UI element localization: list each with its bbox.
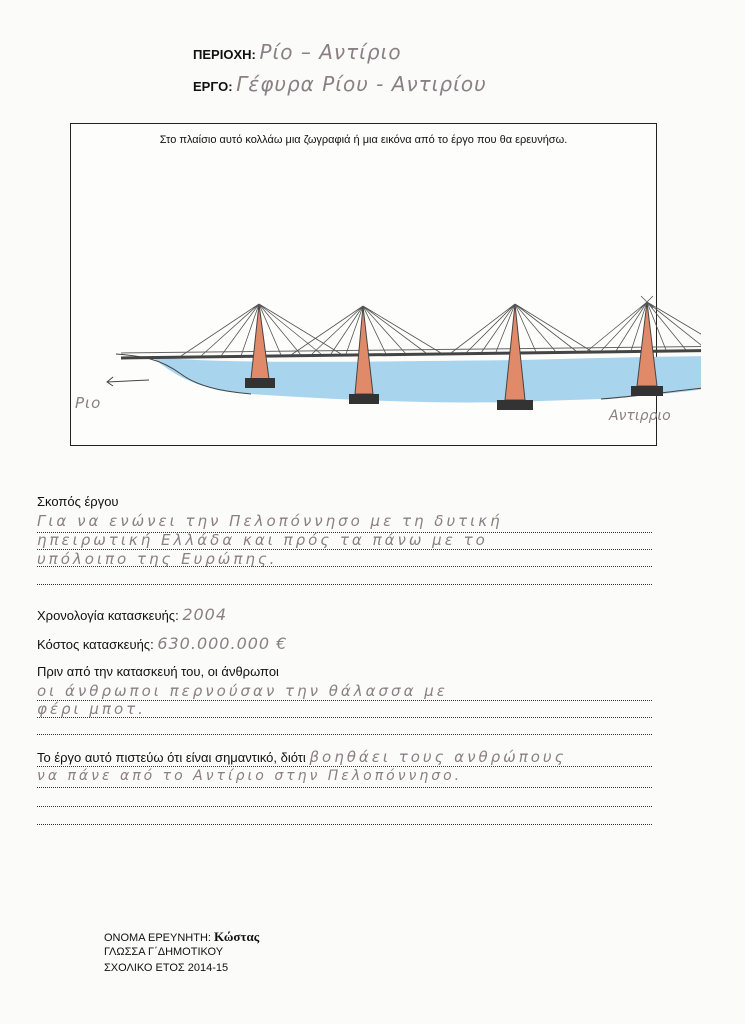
purpose-line-2: ηπειρωτική Ελλάδα και πρός τα πάνω με το — [37, 531, 488, 549]
rio-label: Ριο — [75, 394, 102, 412]
region-label: ΠΕΡΙΟΧΗ: — [193, 47, 256, 62]
antirrio-label: Αντιρριο — [609, 408, 671, 424]
bridge-drawing — [41, 124, 701, 447]
before-line-2: φέρι μποτ. — [37, 700, 146, 718]
researcher-field — [104, 929, 259, 945]
importance-field — [37, 748, 566, 766]
year-value: 2004 — [182, 605, 228, 624]
ruled-line — [37, 787, 652, 788]
ruled-line — [37, 734, 652, 735]
purpose-line-3: υπόλοιπο της Ευρώπης. — [37, 550, 278, 568]
school-year: ΣΧΟΛΙΚΟ ΕΤΟΣ 2014-15 — [104, 962, 229, 974]
before-label: Πριν από την κατασκευή του, οι άνθρωποι — [37, 664, 279, 679]
arrow-left-icon — [107, 377, 149, 386]
cost-value: 630.000.000 € — [157, 634, 288, 653]
researcher-name: Κώστας — [214, 929, 260, 944]
before-line-1: οι άνθρωποι περνούσαν την θάλασσα με — [37, 682, 448, 700]
ruled-line — [37, 824, 652, 825]
importance-line-2: να πάνε από το Αντίριο στην Πελοπόννησο. — [37, 768, 463, 784]
drawing-caption: Στο πλαίσιο αυτό κολλάω μια ζωγραφιά ή μια εικόνα από το έργο που θα ερευνήσω. — [159, 134, 568, 146]
year-label: Χρονολογία κατασκευής: — [37, 608, 179, 623]
importance-line-1: βοηθάει τους ανθρώπους — [309, 748, 567, 766]
purpose-label: Σκοπός έργου — [37, 494, 119, 509]
researcher-label: ΟΝΟΜΑ ΕΡΕΥΝΗΤΗ: — [104, 932, 211, 944]
region-value: Ρίο – Αντίριο — [259, 40, 402, 64]
sea-water — [151, 356, 701, 403]
ruled-line — [37, 566, 652, 567]
drawing-frame — [70, 123, 671, 446]
project-field — [193, 72, 487, 96]
cost-label: Κόστος κατασκευής: — [37, 637, 154, 652]
region-field — [193, 40, 402, 64]
subject-line: ΓΛΩΣΣΑ Γ΄ΔΗΜΟΤΙΚΟΥ — [104, 946, 224, 958]
ruled-line — [37, 766, 652, 767]
ruled-line — [37, 806, 652, 807]
project-label: ΕΡΓΟ: — [193, 79, 233, 94]
ruled-line — [37, 717, 652, 718]
importance-label: Το έργο αυτό πιστεύω ότι είναι σημαντικό, διότι — [37, 750, 306, 765]
project-value: Γέφυρα Ρίου - Αντιρίου — [236, 72, 487, 96]
ruled-line — [37, 584, 652, 585]
year-field — [37, 605, 227, 624]
purpose-line-1: Για να ενώνει την Πελοπόννησο με τη δυτική — [37, 512, 503, 530]
cost-field — [37, 634, 287, 653]
bridge-deck — [121, 350, 701, 358]
